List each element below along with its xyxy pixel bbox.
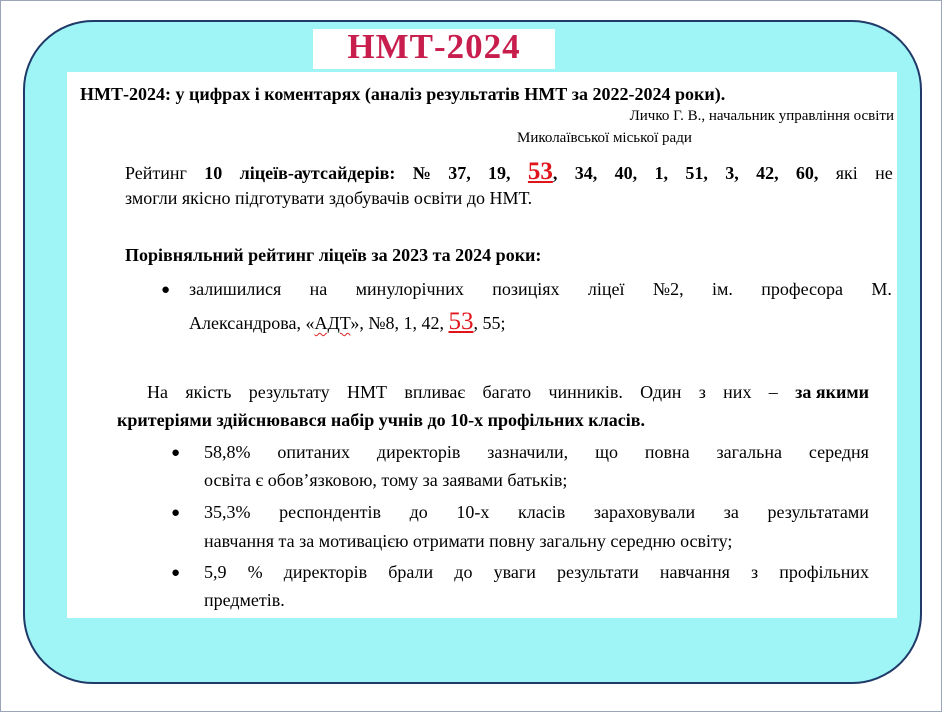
quality-item-3-line-1 [204,562,869,583]
item-word: навчання [659,562,730,582]
quality-bold: за якими [795,382,869,402]
rating-word: Рейтинг [125,163,187,183]
document-heading: НМТ-2024: у цифрах і коментарях (аналіз результатів НМТ за 2022-2024 роки). [80,84,726,104]
comparison-text: , 55; [473,313,506,333]
rating-word: 1, [654,163,668,183]
item-word: середня [808,442,869,462]
rating-word: 10 [204,163,223,183]
author-line-2: Миколаївської міської ради [517,130,692,146]
comparison-word: минулорічних [355,279,464,299]
item-word: респондентів [279,502,381,522]
item-word: 58,8% [204,442,251,462]
quality-word: чинників. [548,382,623,402]
item-word: зазначили, [487,442,569,462]
adt-abbrev: АДТ [314,313,351,333]
comparison-text: », №8, 1, 42, [350,313,449,333]
comparison-word: №2, [652,279,684,299]
rating-word: 3, [725,163,739,183]
quality-word: – [768,382,778,402]
rating-word: , [552,163,558,183]
rating-word: ліцеїв-аутсайдерів: [239,163,396,183]
comparison-text: Александрова, « [189,313,315,333]
comparison-word: залишилися [189,279,282,299]
item-word: 5,9 [204,562,227,582]
comparison-bullet-line-2 [189,308,506,336]
item-word: повна [644,442,690,462]
rating-word: 51, [685,163,708,183]
comparison-word: ім. [711,279,733,299]
rating-word: які [835,163,858,183]
comparison-bullet-line-1 [189,279,892,300]
rating-word: 60, [795,163,819,183]
item-word: класів [518,502,566,522]
quality-item-1-line-1 [204,442,869,463]
comparison-heading: Порівняльний рейтинг ліцеїв за 2023 та 2024 роки: [125,245,542,265]
item-word: до [409,502,428,522]
item-word: що [595,442,618,462]
item-word: результати [556,562,639,582]
highlight-53: 53 [448,308,474,335]
quality-word: Один [640,382,682,402]
item-word: до [454,562,473,582]
quality-word: багато [482,382,532,402]
item-word: зараховували [593,502,696,522]
item-word: результатами [767,502,869,522]
quality-word: якість [185,382,232,402]
quality-word: НМТ [347,382,388,402]
quality-intro-line-1 [147,382,869,403]
item-word: брали [388,562,434,582]
quality-intro-line-2: критеріями здійснювався набір учнів до 10-х профільних класів. [117,410,645,430]
rating-word: не [875,163,893,183]
comparison-word: на [309,279,328,299]
quality-item-2-line-2: навчання та за мотивацією отримати повну загальну середню освіту; [204,531,733,551]
highlight-53: 53 [527,158,553,185]
comparison-word: професора [761,279,843,299]
bullet-icon: ● [171,505,181,521]
bullet-icon: ● [161,282,171,298]
item-word: 10-х [456,502,490,522]
quality-item-2-line-1 [204,502,869,523]
quality-word: впливає [404,382,466,402]
comparison-word: М. [871,279,892,299]
rating-word: 37, [448,163,471,183]
author-line-1: Личко Г. В., начальник управління освіти [629,108,894,124]
item-word: директорів [283,562,368,582]
quality-word: з [698,382,706,402]
item-word: з [750,562,759,582]
quality-item-3-line-2: предметів. [204,590,285,610]
rating-line-2: змогли якісно підготувати здобувачів освіти до НМТ. [125,188,533,208]
quality-item-1-line-2: освіта є обов’язковою, тому за заявами батьків; [204,470,568,490]
rating-word: № [412,163,431,183]
item-word: % [247,562,263,582]
slide-title: НМТ-2024 [347,27,521,66]
item-word: директорів [376,442,461,462]
rating-word: 34, [574,163,598,183]
quality-word: На [147,382,168,402]
rating-word: 40, [614,163,638,183]
quality-word: результату [248,382,330,402]
bullet-icon: ● [171,445,181,461]
bullet-icon: ● [171,565,181,581]
rating-53-group [528,158,558,186]
item-word: за [723,502,739,522]
comparison-word: ліцеї [587,279,625,299]
item-word: 35,3% [204,502,251,522]
rating-word: 42, [756,163,779,183]
item-word: опитаних [277,442,351,462]
comparison-word: позиціях [492,279,560,299]
quality-word: них [723,382,752,402]
rating-word: 19, [488,163,511,183]
item-word: уваги [493,562,536,582]
rating-line-1 [125,158,893,186]
item-word: загальна [716,442,782,462]
item-word: профільних [779,562,869,582]
